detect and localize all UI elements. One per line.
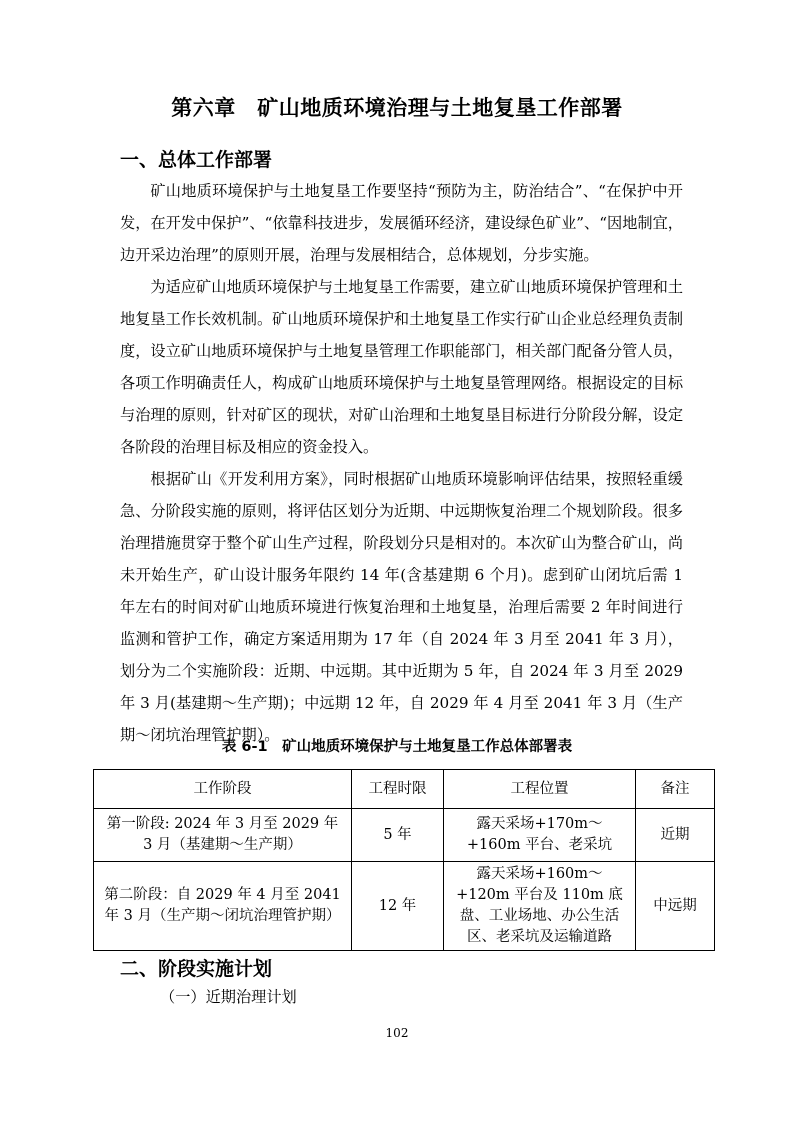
page-number: 102 [385,1026,409,1040]
table-cell: 12 年 [352,862,444,951]
table-row [94,809,715,862]
deployment-table [93,769,715,951]
paragraph-stage-division: 根据矿山《开发利用方案》，同时根据矿山地质环境影响评估结果，按照轻重缓急、分阶段实施的原则，将评估区划分为近期、中远期恢复治理二个规划阶段。很多治理措施贯穿于整个矿山生产过程，阶段划分只是相对的。本次矿山为整合矿山，尚未开始生产，矿山设计服务年限约 14 年(含基建期 6 个月)。虑到矿山闭坑后需 1 年左右的时间对矿山地质环境进行恢复治理和土地复垦，治理后需要 2 年时间进行监测和管护工作，确定方案适用期为 17 年（自 2024 年 3 月至 2041 年 3 月），划分为二个实施阶段：近期、中远期。其中近期为 5 年，自 2024 年 3 月至 2029 年 3 月(基建期～生产期)；中远期 12 年，自 2029 年 4 月至 2041 年 3 月（生产期～闭坑治理管护期）。 [120,470,683,744]
table-header-cell: 工程时限 [352,770,444,809]
paragraph-management-mechanism: 为适应矿山地质环境保护与土地复垦工作需要，建立矿山地质环境保护管理和土地复垦工作长效机制。矿山地质环境保护和土地复垦工作实行矿山企业总经理负责制度，设立矿山地质环境保护与土地复垦管理工作职能部门，相关部门配备分管人员，各项工作明确责任人，构成矿山地质环境保护与土地复垦管理网络。根据设定的目标与治理的原则，针对矿区的现状，对矿山治理和土地复垦目标进行分阶段分解，设定各阶段的治理目标及相应的资金投入。 [120,278,683,456]
paragraph-principles: 矿山地质环境保护与土地复垦工作要坚持“预防为主，防治结合”、“在保护中开发，在开发中保护”、“依靠科技进步，发展循环经济，建设绿色矿业”、“因地制宜，边开采边治理”的原则开展，治理与发展相结合，总体规划，分步实施。 [120,182,683,264]
subsection-heading-near-term-plan: （一）近期治理计划 [160,988,297,1006]
section-heading-overall-deployment: 一、总体工作部署 [120,149,273,171]
section-heading-implementation-plan: 二、阶段实施计划 [120,958,273,980]
table-cell: 第二阶段：自 2029 年 4 月至 2041 年 3 月（生产期～闭坑治理管护期） [94,862,352,951]
table-row [94,862,715,951]
table-cell: 露天采场+160m～+120m 平台及 110m 底盘、工业场地、办公生活区、老采坑及运输道路 [444,862,636,951]
table-cell: 第一阶段: 2024 年 3 月至 2029 年 3 月（基建期～生产期） [94,809,352,862]
table-cell: 近期 [636,809,715,862]
table-header-row [94,770,715,809]
table-cell: 露天采场+170m～+160m 平台、老采坑 [444,809,636,862]
table-header-cell: 工作阶段 [94,770,352,809]
table-cell: 中远期 [636,862,715,951]
table-cell: 5 年 [352,809,444,862]
table-header-cell: 工程位置 [444,770,636,809]
chapter-title: 第六章 矿山地质环境治理与土地复垦工作部署 [171,96,623,120]
table-caption: 表 6-1 矿山地质环境保护与土地复垦工作总体部署表 [221,739,573,755]
table-header-cell: 备注 [636,770,715,809]
